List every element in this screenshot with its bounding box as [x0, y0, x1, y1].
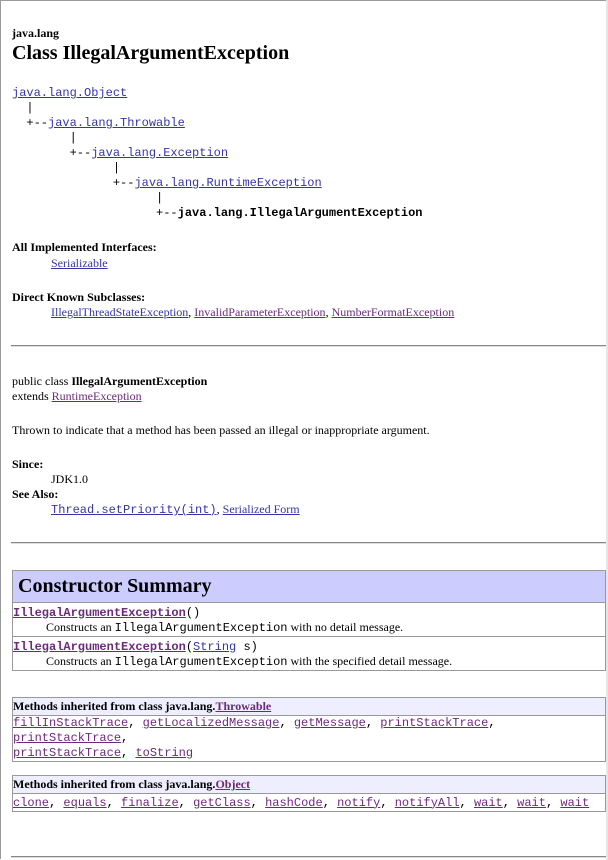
subclass-link-numberformat[interactable]: NumberFormatException	[331, 305, 455, 319]
method-link[interactable]: wait	[517, 795, 546, 810]
list-separator: ,	[502, 795, 518, 810]
list-separator: ,	[250, 795, 266, 810]
method-link[interactable]: getClass	[193, 795, 251, 810]
inherited-link-object[interactable]: Object	[215, 777, 251, 791]
list-separator: ,	[380, 795, 395, 810]
inherited-object-table	[12, 775, 606, 812]
extends-label: extends	[12, 389, 52, 403]
list-separator: ,	[216, 502, 223, 516]
inherited-throwable-table	[12, 697, 606, 762]
class-description: Thrown to indicate that a method has been passed an illegal or inappropriate argument.	[12, 423, 430, 437]
constructor-desc: Constructs an	[46, 619, 115, 634]
constructor-desc: with no detail message.	[287, 619, 404, 634]
tree-branch: +--	[112, 176, 135, 190]
since-value: JDK1.0	[51, 472, 89, 486]
tree-pipe: |	[112, 161, 121, 175]
package-name: java.lang	[12, 26, 60, 40]
see-also-list	[51, 502, 300, 517]
tree-current-class: java.lang.IllegalArgumentException	[177, 206, 423, 220]
method-link[interactable]: notifyAll	[394, 795, 460, 810]
inherited-throwable-methods	[13, 716, 606, 762]
method-link[interactable]: hashCode	[265, 795, 323, 810]
method-link[interactable]: getLocalizedMessage	[142, 716, 280, 730]
list-separator: ,	[121, 731, 129, 745]
method-link[interactable]: printStackTrace	[13, 746, 122, 760]
method-link[interactable]: printStackTrace	[380, 716, 489, 730]
subclass-link-illegalthreadstate[interactable]: IllegalThreadStateException	[51, 305, 189, 319]
method-link[interactable]: fillInStackTrace	[13, 716, 129, 730]
extends-link[interactable]: RuntimeException	[51, 389, 142, 403]
tree-pipe: |	[156, 191, 164, 205]
subclasses-list	[51, 305, 454, 320]
list-separator: ,	[106, 795, 122, 810]
constructor-params: (	[185, 639, 194, 654]
divider	[11, 345, 606, 347]
inherited-label: Methods inherited from class java.lang.	[13, 699, 216, 713]
constructor-desc: Constructs an	[46, 653, 115, 668]
tree-pipe: |	[69, 131, 77, 145]
param-type-link-string[interactable]: String	[193, 639, 237, 654]
list-separator: ,	[459, 795, 474, 810]
method-link[interactable]: printStackTrace	[13, 731, 122, 745]
inherited-link-throwable[interactable]: Throwable	[215, 699, 272, 713]
param-name: s	[236, 639, 251, 654]
tree-pipe: |	[26, 101, 34, 115]
constructor-desc-code: IllegalArgumentException	[114, 620, 288, 635]
class-declaration	[12, 374, 207, 389]
method-link[interactable]: finalize	[121, 795, 179, 810]
tree-branch: +--	[69, 146, 92, 160]
constructor-desc: with the specified detail message.	[287, 653, 453, 668]
list-separator: ,	[322, 795, 338, 810]
see-also-link-serialized-form[interactable]: Serialized Form	[222, 502, 300, 516]
constructor-link[interactable]: IllegalArgumentException	[13, 639, 186, 654]
list-separator: ,	[49, 795, 64, 810]
list-separator: ,	[188, 305, 195, 319]
inherited-throwable-header	[13, 698, 606, 716]
inherited-object-methods	[13, 794, 606, 812]
constructor-summary-title: Constructor Summary	[18, 575, 212, 597]
constructor-desc-code: IllegalArgumentException	[114, 654, 288, 669]
constructor-params: (	[185, 605, 194, 620]
interface-link-serializable[interactable]: Serializable	[51, 256, 108, 270]
page-title: Class IllegalArgumentException	[12, 42, 290, 64]
method-link[interactable]: clone	[13, 795, 50, 810]
divider	[11, 542, 606, 544]
tree-branch: +--	[156, 206, 178, 220]
see-also-link-setpriority[interactable]: Thread.setPriority(int)	[51, 503, 217, 517]
extends-line	[12, 389, 142, 404]
tree-link-throwable[interactable]: java.lang.Throwable	[48, 116, 185, 130]
divider	[11, 856, 606, 858]
method-link[interactable]: toString	[135, 746, 194, 760]
see-also-label: See Also:	[12, 487, 59, 501]
tree-link-runtime[interactable]: java.lang.RuntimeException	[134, 176, 322, 190]
list-separator: ,	[545, 795, 561, 810]
constructor-params: )	[193, 605, 201, 620]
method-link[interactable]: getMessage	[293, 716, 366, 730]
subclasses-label: Direct Known Subclasses:	[12, 290, 146, 304]
method-link[interactable]: equals	[63, 795, 107, 810]
list-separator: ,	[128, 716, 143, 730]
list-separator: ,	[178, 795, 194, 810]
constructor-summary-table	[12, 570, 606, 671]
list-separator: ,	[325, 305, 332, 319]
tree-branch: +--	[26, 116, 49, 130]
inheritance-tree	[12, 86, 422, 221]
declaration-prefix: public class	[12, 374, 72, 388]
method-link[interactable]: wait	[473, 795, 503, 810]
constructor-row	[13, 637, 606, 671]
inherited-label: Methods inherited from class java.lang.	[13, 777, 216, 791]
inherited-object-header	[13, 776, 606, 794]
method-link[interactable]: wait	[560, 795, 590, 810]
list-separator: ,	[365, 716, 381, 730]
interfaces-label: All Implemented Interfaces:	[12, 240, 157, 254]
list-separator: ,	[121, 746, 136, 760]
tree-link-object[interactable]: java.lang.Object	[12, 86, 128, 100]
constructor-params: )	[250, 639, 258, 654]
since-label: Since:	[12, 457, 44, 471]
constructor-link[interactable]: IllegalArgumentException	[13, 605, 186, 620]
subclass-link-invalidparameter[interactable]: InvalidParameterException	[194, 305, 326, 319]
list-separator: ,	[279, 716, 294, 730]
tree-link-exception[interactable]: java.lang.Exception	[91, 146, 229, 160]
declaration-name: IllegalArgumentException	[71, 374, 208, 388]
constructor-row	[13, 603, 606, 637]
list-separator: ,	[488, 716, 496, 730]
method-link[interactable]: notify	[337, 795, 381, 810]
